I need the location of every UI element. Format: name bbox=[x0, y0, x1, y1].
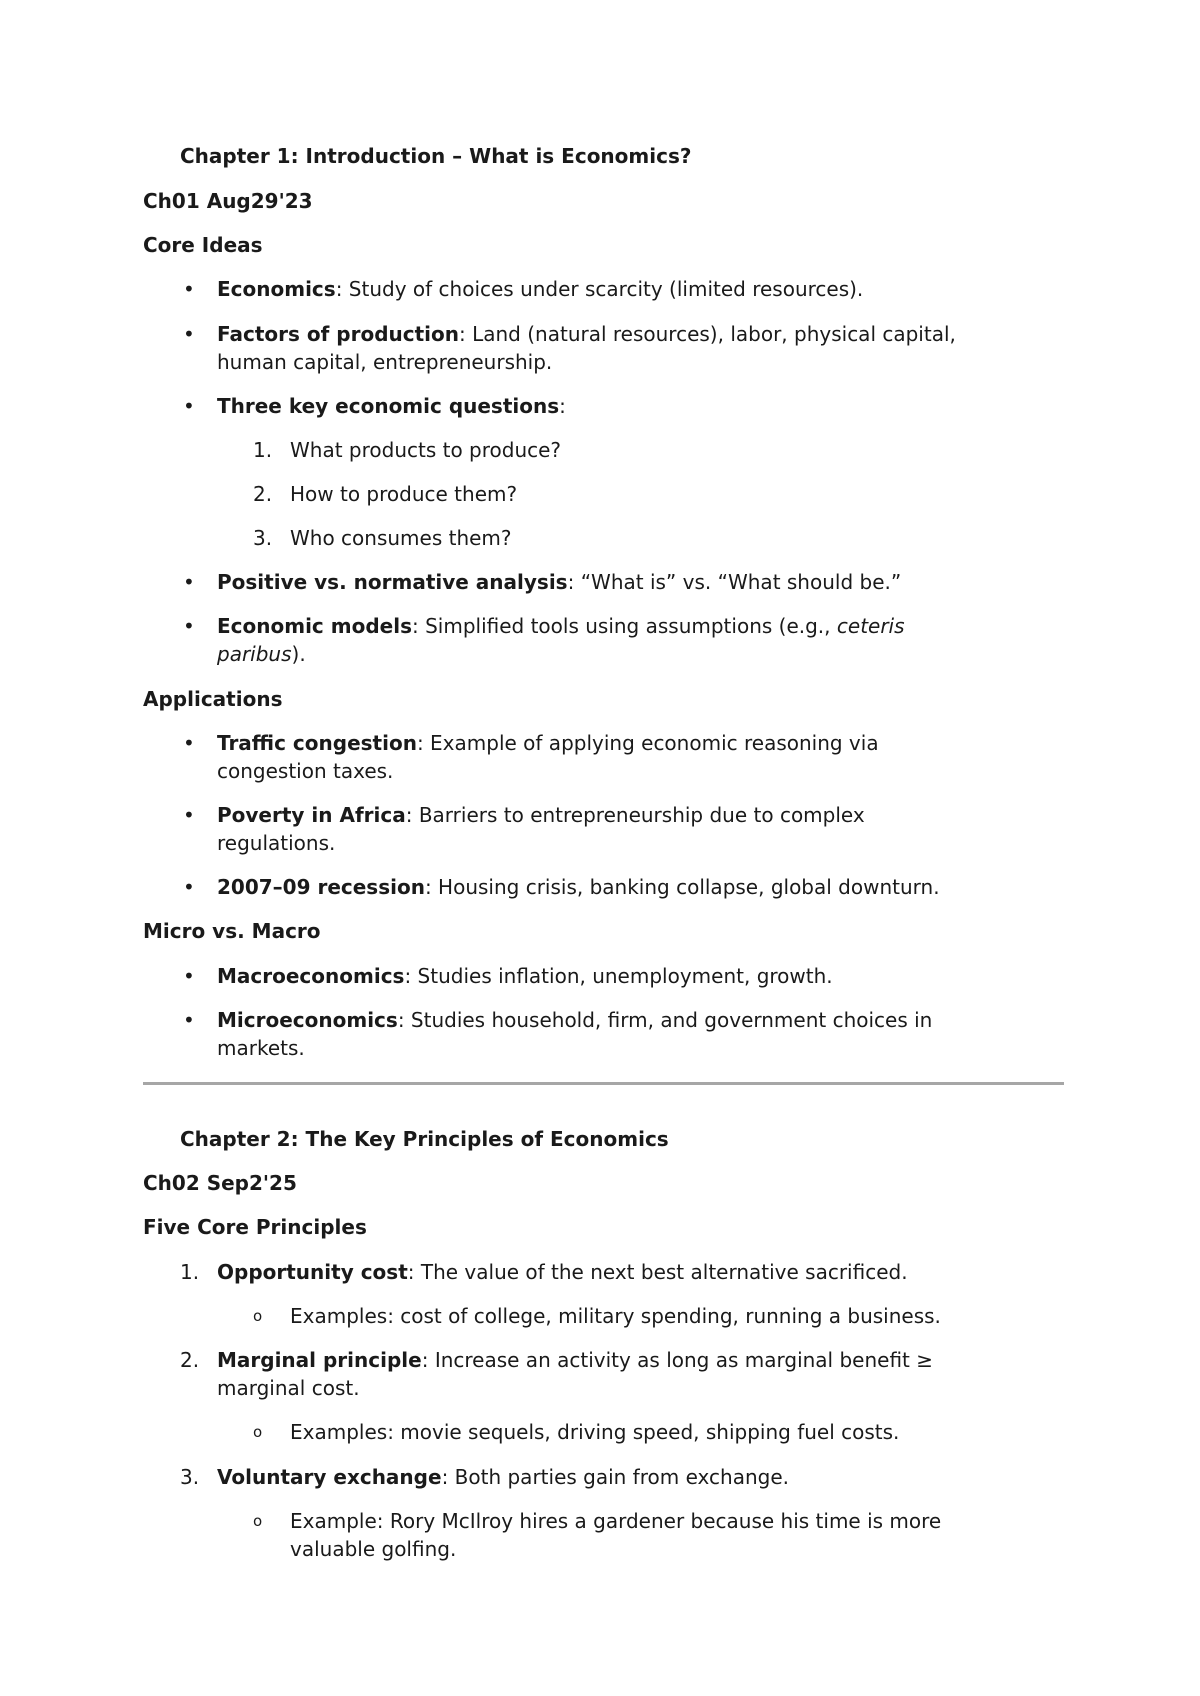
list-item-continuation: marginal cost. bbox=[217, 1376, 360, 1400]
bullet-icon: • bbox=[183, 875, 195, 899]
list-item-continuation: congestion taxes. bbox=[217, 759, 394, 783]
list-item: Three key economic questions: bbox=[217, 394, 566, 418]
list-item: Positive vs. normative analysis: “What is” vs. “What should be.” bbox=[217, 570, 902, 594]
principle-item: Marginal principle: Increase an activity as long as marginal benefit ≥ bbox=[217, 1348, 934, 1372]
chapter-2-title: Chapter 2: The Key Principles of Economics bbox=[180, 1127, 669, 1151]
list-item: Poverty in Africa: Barriers to entrepreneurship due to complex bbox=[217, 803, 865, 827]
list-item: Economics: Study of choices under scarcity (limited resources). bbox=[217, 277, 864, 301]
bullet-icon: • bbox=[183, 803, 195, 827]
list-number: 1. bbox=[253, 438, 273, 462]
example-item: Examples: movie sequels, driving speed, shipping fuel costs. bbox=[290, 1420, 900, 1444]
applications-heading: Applications bbox=[143, 687, 283, 711]
example-item: Example: Rory McIlroy hires a gardener because his time is more bbox=[290, 1509, 942, 1533]
list-item-continuation: human capital, entrepreneurship. bbox=[217, 350, 553, 374]
example-item: Examples: cost of college, military spending, running a business. bbox=[290, 1304, 941, 1328]
list-item: 2007–09 recession: Housing crisis, banking collapse, global downturn. bbox=[217, 875, 940, 899]
bullet-icon: • bbox=[183, 731, 195, 755]
bullet-icon: • bbox=[183, 570, 195, 594]
question-item: What products to produce? bbox=[290, 438, 562, 462]
bullet-icon: • bbox=[183, 1008, 195, 1032]
circle-bullet-icon: o bbox=[253, 1423, 263, 1441]
list-item-continuation: paribus). bbox=[217, 642, 306, 666]
chapter-1-title: Chapter 1: Introduction – What is Economics? bbox=[180, 144, 692, 168]
core-ideas-heading: Core Ideas bbox=[143, 233, 263, 257]
principles-heading: Five Core Principles bbox=[143, 1215, 367, 1239]
bullet-icon: • bbox=[183, 614, 195, 638]
list-item: Economic models: Simplified tools using assumptions (e.g., ceteris bbox=[217, 614, 905, 638]
question-item: Who consumes them? bbox=[290, 526, 512, 550]
horizontal-divider bbox=[143, 1082, 1064, 1085]
principle-item: Voluntary exchange: Both parties gain from exchange. bbox=[217, 1465, 789, 1489]
list-number: 3. bbox=[180, 1465, 200, 1489]
question-item: How to produce them? bbox=[290, 482, 518, 506]
chapter-2-code: Ch02 Sep2'25 bbox=[143, 1171, 297, 1195]
bullet-icon: • bbox=[183, 322, 195, 346]
bullet-icon: • bbox=[183, 394, 195, 418]
list-item-continuation: valuable golfing. bbox=[290, 1537, 457, 1561]
list-number: 2. bbox=[180, 1348, 200, 1372]
bullet-icon: • bbox=[183, 277, 195, 301]
list-number: 3. bbox=[253, 526, 273, 550]
micro-macro-heading: Micro vs. Macro bbox=[143, 919, 321, 943]
circle-bullet-icon: o bbox=[253, 1307, 263, 1325]
list-item: Factors of production: Land (natural resources), labor, physical capital, bbox=[217, 322, 956, 346]
list-item: Macroeconomics: Studies inflation, unemployment, growth. bbox=[217, 964, 833, 988]
list-item-continuation: markets. bbox=[217, 1036, 305, 1060]
circle-bullet-icon: o bbox=[253, 1512, 263, 1530]
list-number: 2. bbox=[253, 482, 273, 506]
chapter-1-code: Ch01 Aug29'23 bbox=[143, 189, 313, 213]
list-item-continuation: regulations. bbox=[217, 831, 336, 855]
list-number: 1. bbox=[180, 1260, 200, 1284]
principle-item: Opportunity cost: The value of the next best alternative sacrificed. bbox=[217, 1260, 908, 1284]
list-item: Microeconomics: Studies household, firm, and government choices in bbox=[217, 1008, 933, 1032]
bullet-icon: • bbox=[183, 964, 195, 988]
list-item: Traffic congestion: Example of applying economic reasoning via bbox=[217, 731, 879, 755]
